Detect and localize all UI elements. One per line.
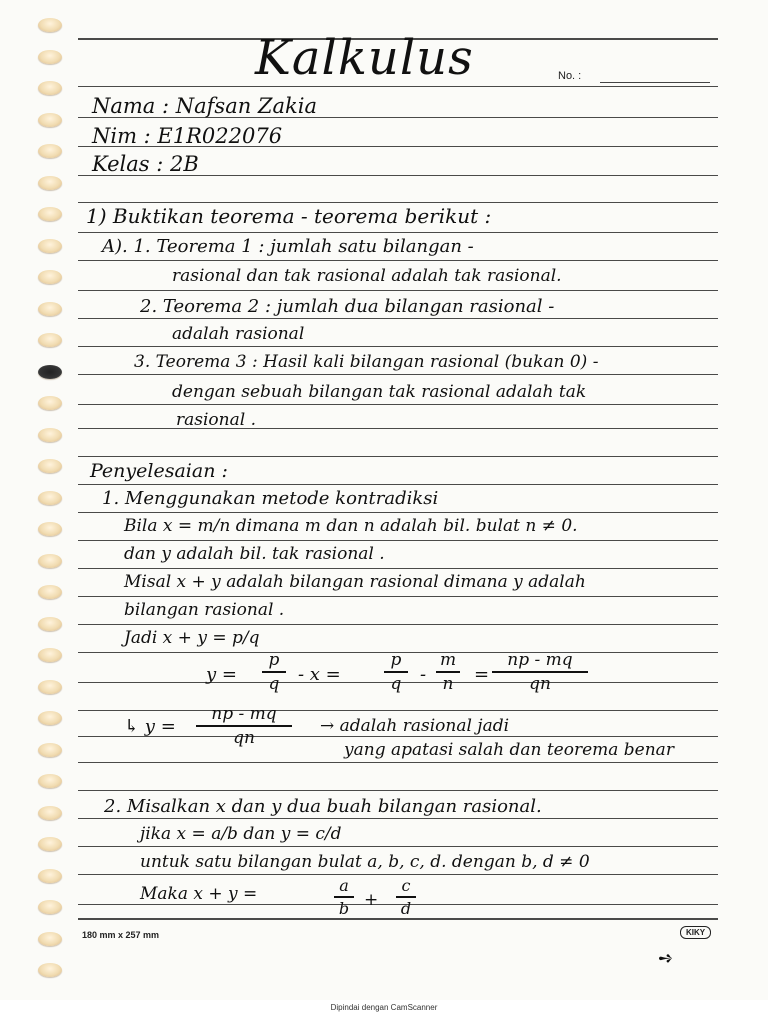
- solution-1-line-b: Bila x = m/n dimana m dan n adalah bil. bulat n ≠ 0.: [124, 516, 578, 536]
- binding-hole: [38, 648, 62, 662]
- eq-fraction-2: [384, 650, 408, 694]
- eq-result-num: np - mq: [507, 650, 573, 670]
- eq-fraction-3: [436, 650, 460, 694]
- eq-result-den: qn: [529, 674, 551, 694]
- theorem-3-end: rasional .: [176, 410, 256, 430]
- fraction-bar: [334, 896, 354, 898]
- question-heading: 1) Buktikan teorema - teorema berikut :: [86, 204, 492, 228]
- solution-2-line-b: jika x = a/b dan y = c/d: [140, 824, 342, 844]
- s2-fraction-2-den: d: [400, 899, 412, 918]
- class-line: Kelas : 2B: [92, 152, 199, 176]
- ruled-line: [78, 918, 718, 920]
- conclusion-lead: ↳ y =: [124, 716, 176, 737]
- fraction-bar: [396, 896, 416, 898]
- spiral-binding: [36, 8, 72, 988]
- solution-2-line-c: untuk satu bilangan bulat a, b, c, d. dengan b, d ≠ 0: [140, 852, 590, 872]
- conclusion-fraction: [196, 704, 292, 748]
- binding-hole: [38, 270, 62, 284]
- binding-hole: [38, 176, 62, 190]
- ruled-line: [78, 202, 718, 203]
- binding-hole: [38, 207, 62, 221]
- binding-hole: [38, 837, 62, 851]
- ruled-line: [78, 568, 718, 569]
- eq-fraction-1-den: q: [268, 674, 280, 694]
- solution-1-line-d: Misal x + y adalah bilangan rasional dimana y adalah: [124, 572, 586, 592]
- binding-hole: [38, 81, 62, 95]
- page-title: Kalkulus: [255, 30, 474, 86]
- number-label: No. :: [558, 70, 582, 82]
- ruled-line: [78, 512, 718, 513]
- next-page-arrow-icon: ➺: [658, 948, 674, 969]
- solution-2: 2. Misalkan x dan y dua buah bilangan rasional.: [104, 796, 542, 817]
- s2-fraction-2-num: c: [401, 876, 411, 895]
- eq-fraction-2-num: p: [390, 650, 402, 670]
- binding-hole: [38, 144, 62, 158]
- eq-fraction-3-num: m: [439, 650, 457, 670]
- eq-fraction-1: [262, 650, 286, 694]
- theorem-1: A). 1. Teorema 1 : jumlah satu bilangan -: [102, 236, 474, 257]
- number-line: [600, 82, 710, 83]
- binding-hole: [38, 302, 62, 316]
- paper-size-label: 180 mm x 257 mm: [82, 930, 160, 940]
- binding-hole: [38, 774, 62, 788]
- fraction-bar: [436, 671, 460, 673]
- binding-hole: [38, 869, 62, 883]
- theorem-3: 3. Teorema 3 : Hasil kali bilangan rasional (bukan 0) -: [134, 352, 599, 372]
- eq-equals: =: [474, 664, 490, 685]
- binding-hole: [38, 680, 62, 694]
- theorem-3-cont: dengan sebuah bilangan tak rasional adalah tak: [172, 382, 587, 402]
- solution-1-line-e: bilangan rasional .: [124, 600, 285, 620]
- eq-y: y =: [206, 664, 237, 685]
- binding-hole: [38, 554, 62, 568]
- eq-fraction-result: [492, 650, 588, 694]
- ruled-line: [78, 346, 718, 347]
- solution-heading: Penyelesaian :: [90, 460, 228, 482]
- eq-fraction-1-num: p: [268, 650, 280, 670]
- eq-fraction-3-den: n: [442, 674, 454, 694]
- binding-hole: [38, 491, 62, 505]
- binding-hole: [38, 585, 62, 599]
- ruled-line: [78, 290, 718, 291]
- binding-hole: [38, 113, 62, 127]
- binding-hole: [38, 806, 62, 820]
- fraction-bar: [492, 671, 588, 673]
- ruled-line: [78, 762, 718, 763]
- theorem-2: 2. Teorema 2 : jumlah dua bilangan rasional -: [140, 296, 555, 317]
- ruled-line: [78, 818, 718, 819]
- name-line: Nama : Nafsan Zakia: [92, 94, 317, 118]
- binding-hole: [38, 239, 62, 253]
- conclusion-tail: → adalah rasional jadi: [320, 716, 510, 736]
- binding-hole: [38, 18, 62, 32]
- ruled-line: [78, 428, 718, 429]
- eq-minus: -: [420, 664, 427, 685]
- scanner-watermark: Dipindai dengan CamScanner: [330, 1003, 438, 1012]
- ruled-line: [78, 260, 718, 261]
- binding-hole: [38, 333, 62, 347]
- solution-2-line-d: Maka x + y =: [140, 884, 258, 904]
- ruled-line: [78, 456, 718, 457]
- binding-hole: [38, 932, 62, 946]
- binding-hole: [38, 396, 62, 410]
- theorem-2-cont: adalah rasional: [172, 324, 305, 344]
- solution-1-method: 1. Menggunakan metode kontradiksi: [102, 488, 439, 509]
- fraction-bar: [196, 725, 292, 727]
- ruled-line: [78, 318, 718, 319]
- conclusion-num: np - mq: [211, 704, 277, 724]
- s2-fraction-1-den: b: [338, 899, 350, 918]
- nim-line: Nim : E1R022076: [92, 124, 283, 148]
- ruled-line: [78, 86, 718, 87]
- ruled-line: [78, 710, 718, 711]
- s2-plus: +: [364, 890, 379, 910]
- conclusion-den: qn: [233, 728, 255, 748]
- ruled-line: [78, 232, 718, 233]
- ruled-line: [78, 540, 718, 541]
- binding-hole: [38, 900, 62, 914]
- binding-hole: [38, 459, 62, 473]
- ruled-line: [78, 790, 718, 791]
- fraction-bar: [384, 671, 408, 673]
- conclusion-verdict: yang apatasi salah dan teorema benar: [344, 740, 674, 760]
- ruled-line: [78, 374, 718, 375]
- eq-fraction-2-den: q: [390, 674, 402, 694]
- s2-fraction-1: [334, 876, 354, 918]
- solution-1-line-f: Jadi x + y = p/q: [124, 628, 260, 648]
- ruled-line: [78, 484, 718, 485]
- binding-hole: [38, 963, 62, 977]
- ruled-line: [78, 404, 718, 405]
- ruled-line: [78, 874, 718, 875]
- binding-hole: [38, 522, 62, 536]
- eq-minus-x: - x =: [298, 664, 341, 685]
- ruled-line: [78, 624, 718, 625]
- binding-hole: [38, 617, 62, 631]
- s2-fraction-1-num: a: [339, 876, 349, 895]
- ruled-line: [78, 846, 718, 847]
- theorem-1-cont: rasional dan tak rasional adalah tak rasional.: [172, 266, 562, 286]
- binding-hole: [38, 743, 62, 757]
- binding-hole: [38, 365, 62, 379]
- solution-1-line-c: dan y adalah bil. tak rasional .: [124, 544, 385, 564]
- binding-hole: [38, 711, 62, 725]
- brand-logo: KIKY: [680, 926, 711, 939]
- binding-hole: [38, 50, 62, 64]
- s2-fraction-2: [396, 876, 416, 918]
- binding-hole: [38, 428, 62, 442]
- ruled-line: [78, 596, 718, 597]
- fraction-bar: [262, 671, 286, 673]
